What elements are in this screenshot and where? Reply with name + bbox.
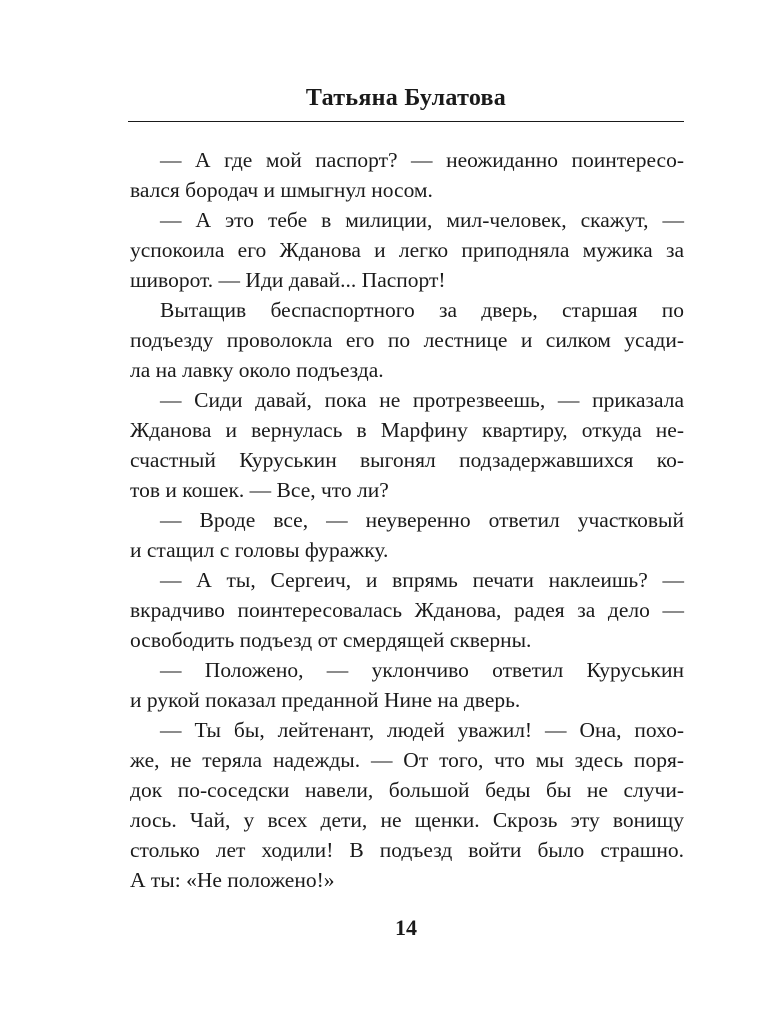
text-line: ла на лавку около подъезда. (130, 358, 384, 382)
text-line: — А ты, Сергеич, и впрямь печати наклеишь? — (160, 568, 684, 592)
text-line: успокоила его Жданова и легко приподняла мужика за (130, 238, 684, 262)
text-line: док по-соседски навели, большой беды бы не случи- (130, 778, 684, 802)
text-line: — А где мой паспорт? — неожиданно поинтересо- (160, 148, 684, 172)
text-line: — Сиди давай, пока не протрезвеешь, — приказала (160, 388, 684, 412)
text-line: — А это тебе в милиции, мил-человек, скажут, — (160, 208, 684, 232)
running-head-author: Татьяна Булатова (305, 85, 507, 111)
text-line: Жданова и вернулась в Марфину квартиру, откуда не- (130, 418, 684, 442)
text-line: вкрадчиво поинтересовалась Жданова, радея за дело — (130, 598, 684, 622)
text-line: и рукой показал преданной Нине на дверь. (130, 688, 521, 712)
text-line: Вытащив беспаспортного за дверь, старшая по (160, 298, 684, 322)
body-text (130, 145, 684, 895)
text-line: шиворот. — Иди давай... Паспорт! (130, 268, 446, 292)
text-line: — Положено, — уклончиво ответил Куруськин (160, 658, 684, 682)
text-line: же, не теряла надежды. — От того, что мы здесь поря- (130, 748, 684, 772)
text-line: подъезду проволокла его по лестнице и силком усади- (130, 328, 684, 352)
page-number: 14 (395, 915, 417, 940)
text-line: и стащил с головы фуражку. (130, 538, 389, 562)
text-line: лось. Чай, у всех дети, не щенки. Скрозь эту вонищу (130, 808, 684, 832)
header-rule (128, 121, 684, 122)
text-line: А ты: «Не положено!» (130, 868, 335, 892)
text-line: счастный Куруськин выгонял подзадержавшихся ко- (130, 448, 684, 472)
text-line: — Ты бы, лейтенант, людей уважил! — Она, похо- (160, 718, 684, 742)
text-line: освободить подъезд от смердящей скверны. (130, 628, 532, 652)
text-line: вался бородач и шмыгнул носом. (130, 178, 433, 202)
text-line: столько лет ходили! В подъезд войти было страшно. (130, 838, 684, 862)
text-line: тов и кошек. — Все, что ли? (130, 478, 389, 502)
text-line: — Вроде все, — неуверенно ответил участковый (160, 508, 684, 532)
